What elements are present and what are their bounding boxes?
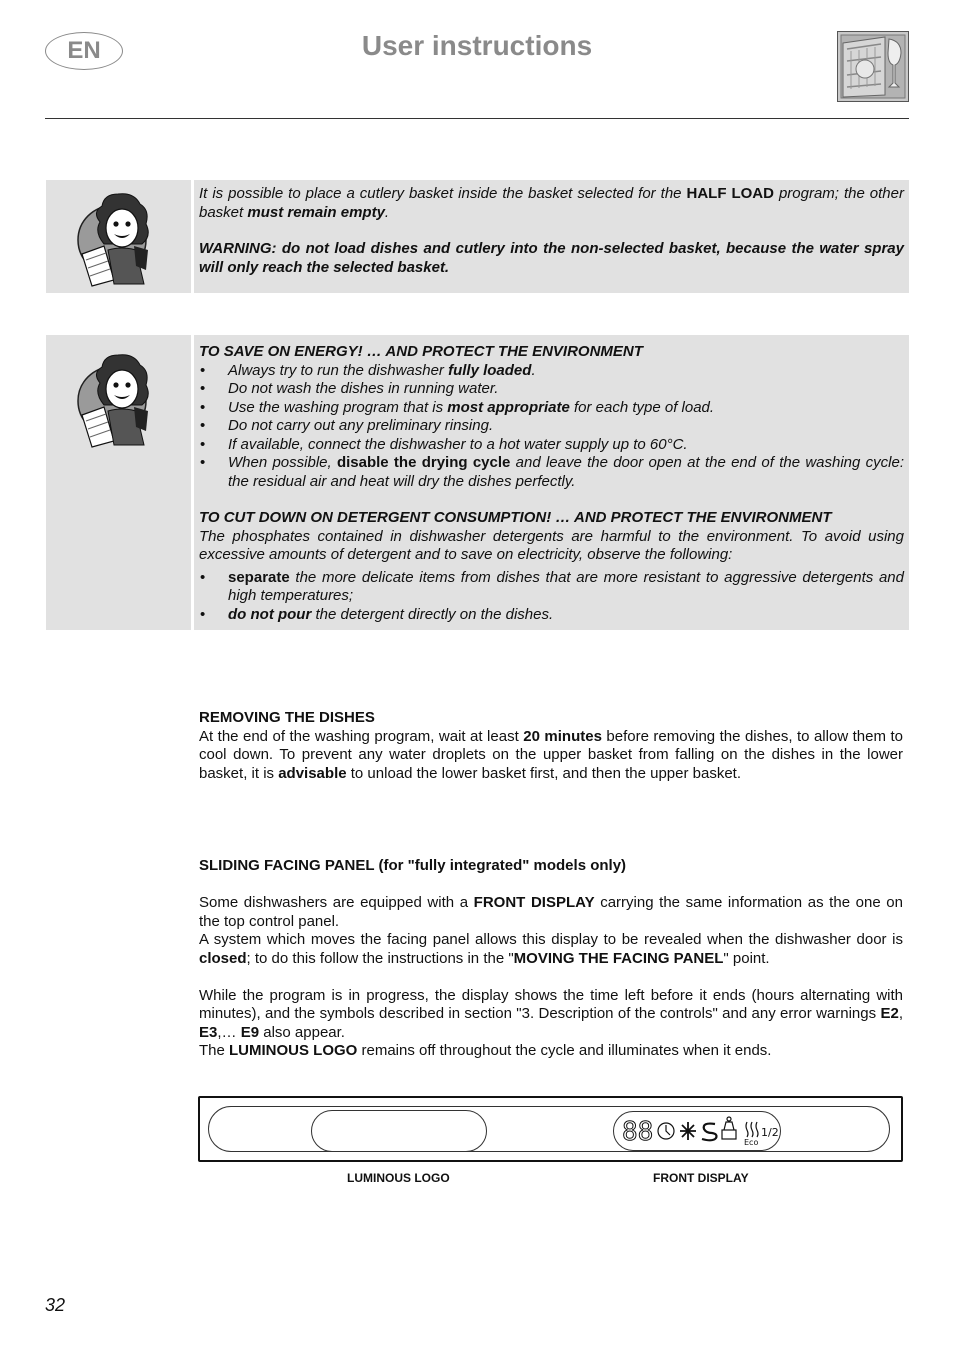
- sliding-heading: SLIDING FACING PANEL (for "fully integrated" models only): [199, 857, 627, 874]
- emphasis-text: advisable: [278, 764, 347, 782]
- note-divider: [191, 335, 194, 630]
- removing-heading: REMOVING THE DISHES: [199, 709, 375, 726]
- emphasis-text: HALF LOAD: [686, 185, 774, 202]
- page-number: 32: [45, 1295, 66, 1315]
- sliding-paragraph-2: A system which moves the facing panel allows this display to be revealed when the dishwasher door is closed; to do this follow the instructions in the "MOVING THE FACING PANEL" point.: [199, 931, 903, 967]
- luminous-logo-window: [311, 1110, 487, 1152]
- sliding-paragraph-3: While the program is in progress, the display shows the time left before it ends (hours alternating with minutes), and the symbols described in section "3. Description of the controls" and any error warnings E2, E3,… E9 also appear.: [199, 986, 903, 1041]
- emphasis-text: FRONT DISPLAY: [473, 894, 595, 911]
- note2-text: [199, 343, 904, 624]
- mascot-icon: [74, 349, 164, 449]
- emphasis-text: do not pour: [228, 605, 312, 623]
- emphasis-text: closed: [199, 949, 247, 967]
- sliding-paragraph-4: The LUMINOUS LOGO remains off throughout the cycle and illuminates when it ends.: [199, 1042, 772, 1059]
- bullet-item: • Do not carry out any preliminary rinsing.: [199, 417, 904, 436]
- bullet-item: • Do not wash the dishes in running water.: [199, 380, 904, 399]
- emphasis-text: E2: [880, 1005, 899, 1022]
- emphasis-text: LUMINOUS LOGO: [229, 1042, 358, 1059]
- emphasis-text: separate: [228, 568, 290, 586]
- sliding-paragraph-1: Some dishwashers are equipped with a FRONT DISPLAY carrying the same information as the one on the top control panel.: [199, 894, 903, 930]
- snowflake-icon: [680, 1122, 696, 1140]
- emphasis-text: 20 minutes: [523, 727, 602, 745]
- note1-warning: [199, 240, 904, 277]
- emphasis-text: MOVING THE FACING PANEL: [513, 949, 724, 967]
- bullet-item: • Always try to run the dishwasher fully loaded.: [199, 362, 904, 381]
- removing-body: At the end of the washing program, wait at least 20 minutes before removing the dishes, to allow them to cool down. To prevent any water droplets on the upper basket from falling on the dishes in the lower basket, it is advisable to unload the lower basket first, and then the upper basket.: [199, 727, 903, 782]
- detergent-heading: TO CUT DOWN ON DETERGENT CONSUMPTION! … AND PROTECT THE ENVIRONMENT: [199, 509, 832, 526]
- eco-label: Eco: [744, 1138, 759, 1147]
- salt-icon: [702, 1124, 717, 1141]
- emphasis-text: must remain empty: [247, 203, 385, 221]
- detergent-intro: The phosphates contained in dishwasher detergents are harmful to the environment. To avoid using excessive amounts of detergent and to save on electricity, observe the following:: [199, 527, 904, 563]
- bullet-item: • If available, connect the dishwasher to a hot water supply up to 60°C.: [199, 436, 904, 455]
- bullet-item: • do not pour the detergent directly on the dishes.: [199, 606, 904, 625]
- header-divider: [45, 118, 909, 119]
- emphasis-text: most appropriate: [447, 398, 570, 416]
- note1-text: [199, 185, 904, 277]
- emphasis-text: fully loaded: [448, 361, 532, 379]
- bullet-item: • When possible, disable the drying cycle and leave the door open at the end of the washing cycle: the residual air and heat will dry the dishes perfectly.: [199, 454, 904, 491]
- rinse-aid-icon: [722, 1117, 736, 1139]
- display-digits: 88: [622, 1117, 654, 1147]
- front-display-label: FRONT DISPLAY: [653, 1171, 749, 1185]
- half-label: 1/2: [761, 1126, 779, 1139]
- mascot-icon: [74, 188, 164, 288]
- environment-note: [46, 335, 909, 630]
- front-display-window: [613, 1111, 781, 1151]
- language-badge: EN: [45, 32, 123, 70]
- emphasis-text: E9: [240, 1023, 260, 1041]
- detergent-list: [199, 569, 904, 625]
- half-load-note: [46, 180, 909, 293]
- note-divider: [191, 180, 194, 293]
- half-load-icon: [746, 1122, 758, 1137]
- facing-panel-figure: [198, 1096, 903, 1162]
- emphasis-text: WARNING: do not load dishes and cutlery into the non-selected basket, because the water spray will only reach the selected basket.: [199, 240, 904, 276]
- bullet-item: • Use the washing program that is most appropriate for each type of load.: [199, 399, 904, 418]
- bullet-item: • separate the more delicate items from dishes that are more resistant to aggressive detergents and high temperatures;: [199, 569, 904, 606]
- page-title: User instructions: [361, 30, 593, 61]
- luminous-logo-label: LUMINOUS LOGO: [347, 1171, 450, 1185]
- display-symbols: [614, 1112, 780, 1150]
- dishwasher-icon: [837, 31, 909, 102]
- note1-paragraph: It is possible to place a cutlery basket inside the basket selected for the HALF LOAD program; the other basket must remain empty.: [199, 185, 904, 221]
- emphasis-text: disable the drying cycle: [336, 454, 511, 471]
- energy-heading: TO SAVE ON ENERGY! … AND PROTECT THE ENVIRONMENT: [199, 343, 643, 360]
- emphasis-text: E3: [199, 1023, 218, 1041]
- sliding-section: [199, 857, 903, 1061]
- energy-list: [199, 362, 904, 492]
- removing-section: [199, 709, 903, 783]
